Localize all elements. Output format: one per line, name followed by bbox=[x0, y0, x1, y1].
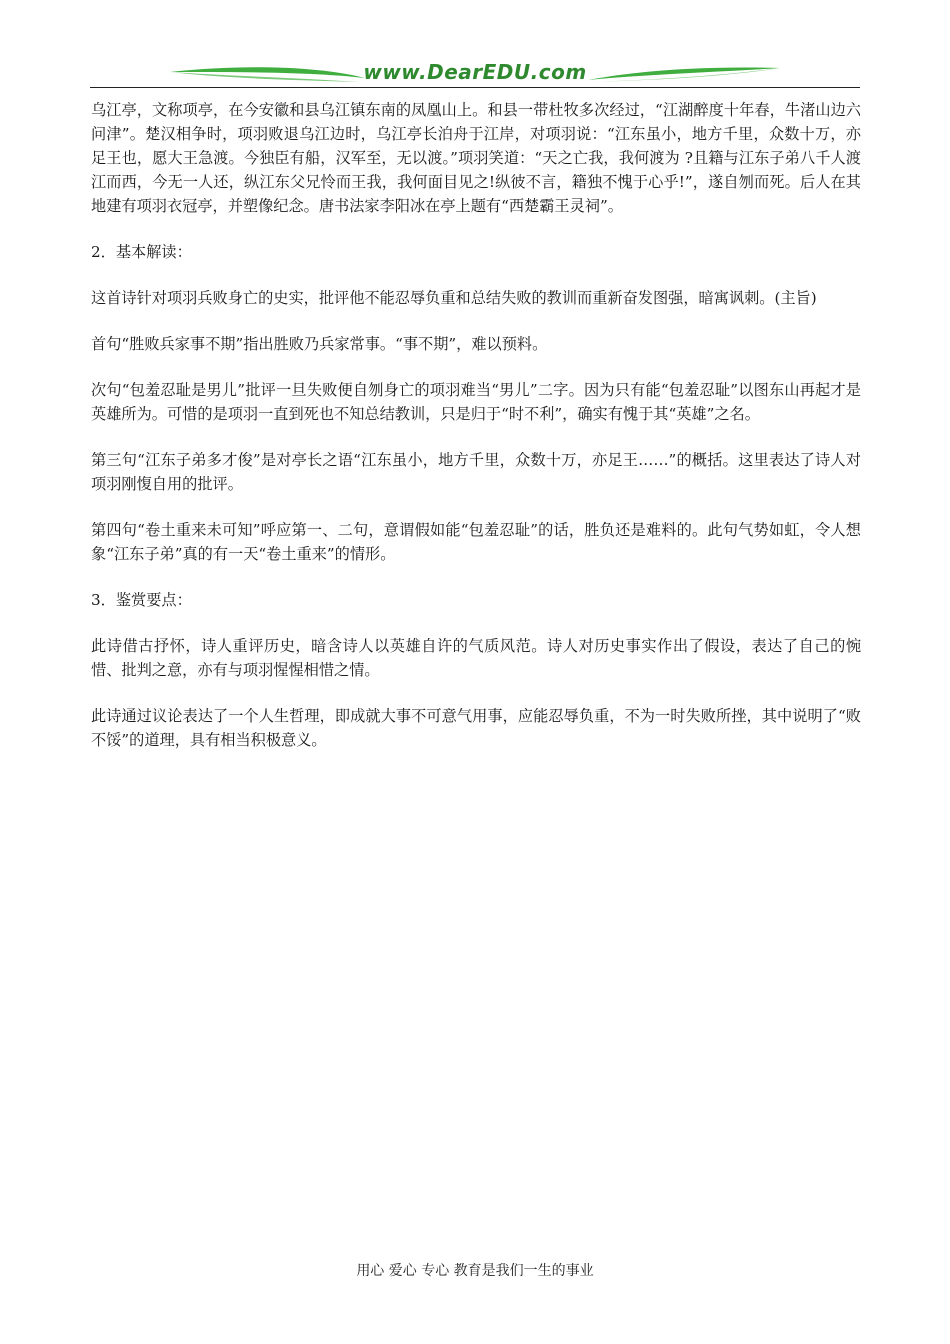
paragraph-appreciation-2: 此诗通过议论表达了一个人生哲理，即成就大事不可意气用事，应能忍辱负重，不为一时失败所挫，其中说明了“败不馁”的道理，具有相当积极意义。 bbox=[91, 707, 861, 749]
paragraph-line-1: 首句“胜败兵家事不期”指出胜败乃兵家常事。“事不期”，难以预料。 bbox=[91, 335, 548, 353]
paragraph-theme: 这首诗针对项羽兵败身亡的史实，批评他不能忍辱负重和总结失败的教训而重新奋发图强，暗寓讽刺。(主旨) bbox=[91, 289, 817, 307]
paragraph-line-3: 第三句“江东子弟多才俊”是对亭长之语“江东虽小，地方千里，众数十万，亦足王……”的概括。这里表达了诗人对项羽刚愎自用的批评。 bbox=[91, 451, 861, 493]
section-heading-appreciation: 3．鉴赏要点： bbox=[91, 591, 192, 609]
document-body bbox=[91, 98, 861, 774]
section-heading-basic: 2．基本解读： bbox=[91, 243, 192, 261]
paragraph-appreciation-1: 此诗借古抒怀，诗人重评历史，暗含诗人以英雄自许的气质风范。诗人对历史事实作出了假设，表达了自己的惋惜、批判之意，亦有与项羽惺惺相惜之情。 bbox=[91, 637, 861, 679]
paragraph-line-4: 第四句“卷土重来未可知”呼应第一、二句，意谓假如能“包羞忍耻”的话，胜负还是难料的。此句气势如虹，令人想象“江东子弟”真的有一天“卷土重来”的情形。 bbox=[91, 521, 861, 563]
page-header bbox=[90, 58, 860, 90]
page-footer: 用心 爱心 专心 教育是我们一生的事业 bbox=[356, 1263, 594, 1279]
paragraph-line-2: 次句“包羞忍耻是男儿”批评一旦失败便自刎身亡的项羽难当“男儿”二字。因为只有能“包羞忍耻”以图东山再起才是英雄所为。可惜的是项羽一直到死也不知总结教训，只是归于“时不利”，确实有愧于其“英雄”之名。 bbox=[91, 381, 861, 423]
paragraph-intro: 乌江亭，文称项亭，在今安徽和县乌江镇东南的凤凰山上。和县一带杜牧多次经过，“江湖醉度十年春，牛渚山边六问津”。楚汉相争时，项羽败退乌江边时，乌江亭长泊舟于江岸，对项羽说：“江东虽小，地方千里，众数十万，亦足王也，愿大王急渡。今独臣有船，汉军至，无以渡。”项羽笑道：“天之亡我，我何渡为 ?且籍与江东子弟八千人渡江而西，今无一人还，纵江东父兄怜而王我，我何面目见之!纵彼不言，籍独不愧于心乎!”，遂自刎而死。后人在其地建有项羽衣冠亭，并塑像纪念。唐书法家李阳冰在亭上题有“西楚霸王灵祠”。 bbox=[91, 101, 861, 215]
header-divider bbox=[90, 87, 860, 88]
site-url: www.DearEDU.com bbox=[363, 60, 587, 84]
